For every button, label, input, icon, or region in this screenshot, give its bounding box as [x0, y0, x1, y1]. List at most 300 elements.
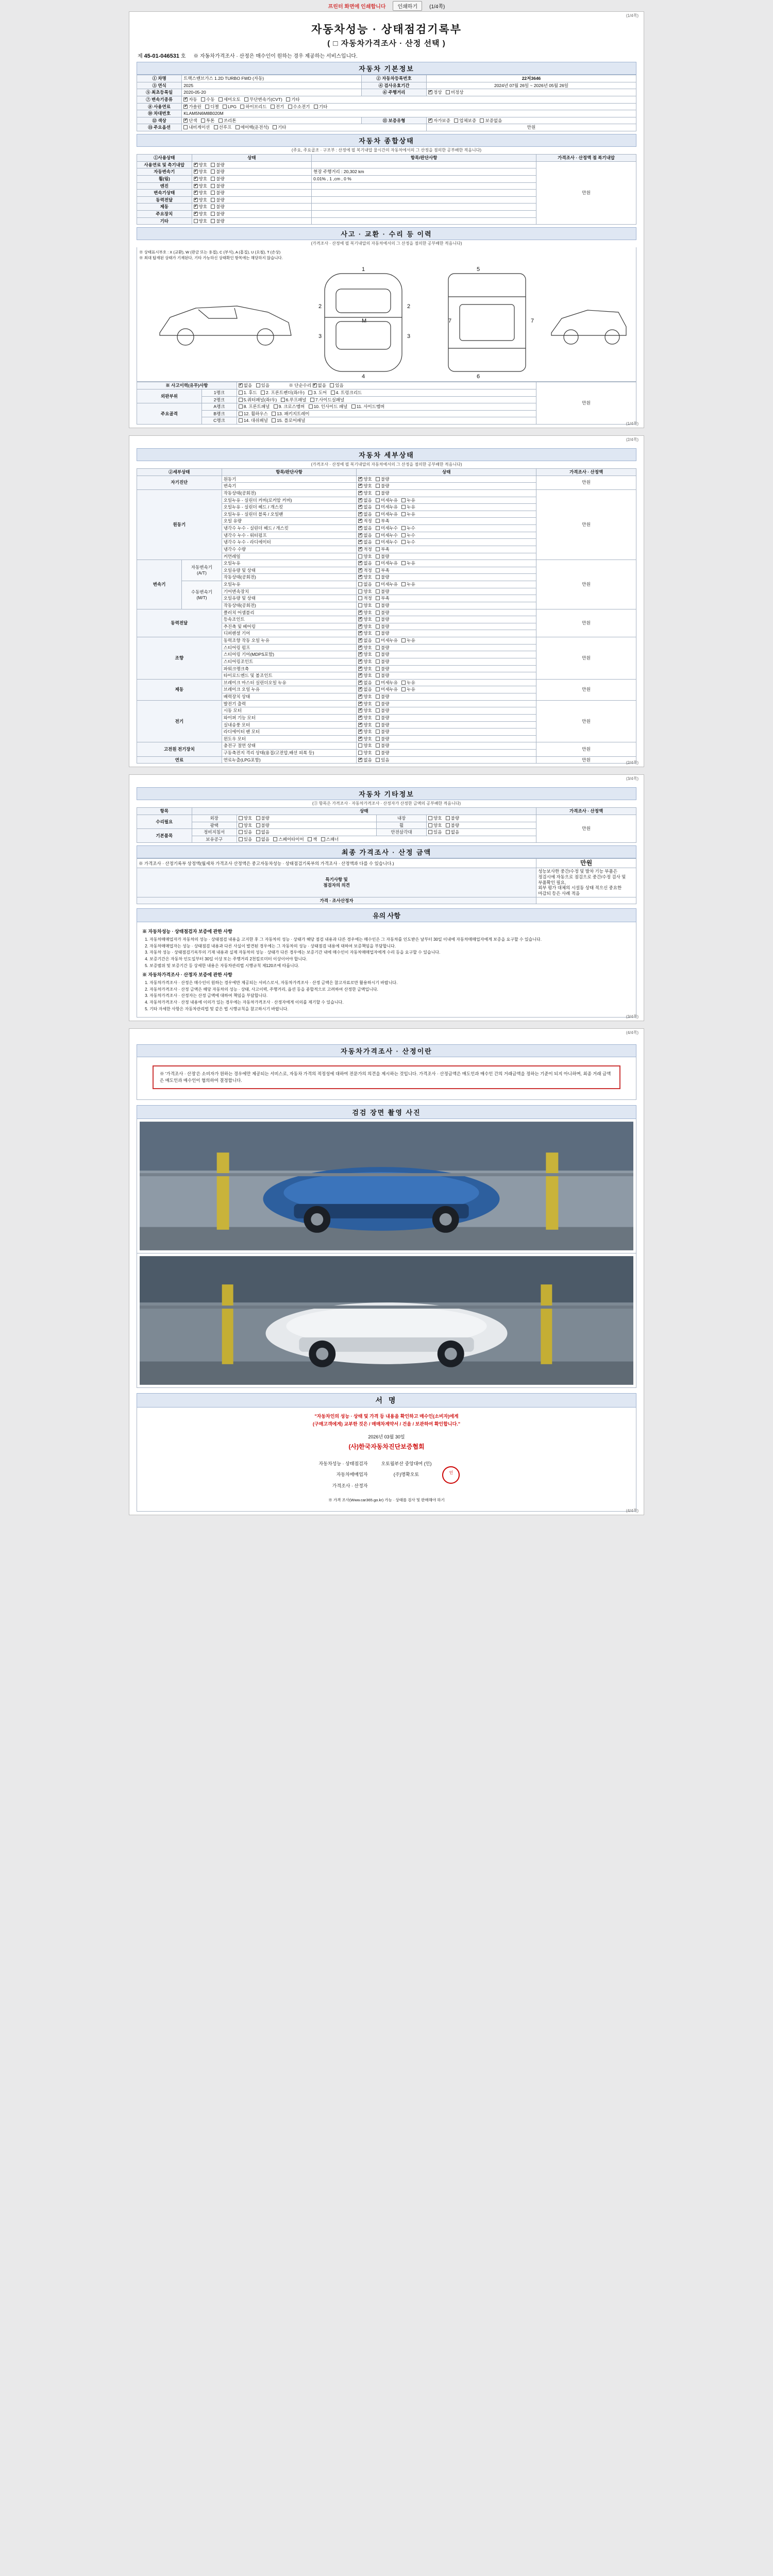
d-6-5-good[interactable]: ✔ 양호 — [358, 736, 372, 742]
etc-col-cat: 항목 — [137, 808, 192, 815]
d-4-2-bad[interactable]: 불량 — [376, 652, 389, 657]
d-0-1-good[interactable]: ✔ 양호 — [358, 483, 372, 489]
mileage-option-normal[interactable]: ✔ 정상 — [428, 90, 442, 95]
d-1-4-ok[interactable]: ✔ 적정 — [358, 518, 372, 524]
label-transmission: ⑦ 변속기종류 — [137, 96, 182, 103]
d-4-3-good[interactable]: ✔ 양호 — [358, 659, 372, 665]
d-3-3-bad[interactable]: 불량 — [376, 631, 389, 636]
d-7-0-bad[interactable]: 불량 — [376, 743, 389, 749]
row-detail-7 — [312, 211, 536, 218]
color-option-1[interactable]: 투톤 — [201, 118, 214, 124]
option-item-2[interactable]: 에어백(운전석) — [236, 125, 269, 130]
frame-label: 주요골격 — [137, 403, 202, 425]
d-3-2-good[interactable]: ✔ 양호 — [358, 624, 372, 630]
d-1-8-low[interactable]: 부족 — [376, 547, 389, 552]
document-pages — [0, 11, 773, 1526]
accident-history-label: ※ 사고이력(유무)사항 — [137, 382, 237, 389]
d-5-1-none[interactable]: ✔ 없음 — [358, 687, 372, 692]
panel-item-2[interactable]: 3. 도어 — [308, 390, 327, 396]
etc-table — [137, 807, 636, 843]
d-6-2-good[interactable]: ✔ 양호 — [358, 715, 372, 721]
d-1-2-none[interactable]: ✔ 없음 — [358, 504, 372, 510]
overall-2-bad[interactable]: 불량 — [211, 176, 224, 182]
fuel-option-6[interactable]: 기타 — [314, 104, 327, 110]
d-7-1-state — [357, 750, 536, 757]
label-first-reg: ⑤ 최초등록일 — [137, 89, 182, 96]
d-3-1-state — [357, 616, 536, 623]
overall-0-good[interactable]: ✔ 양호 — [194, 162, 207, 168]
d-1-3-fine[interactable]: 미세누유 — [376, 512, 398, 517]
page-4 — [129, 1028, 644, 1515]
overall-6-bad[interactable]: 불량 — [211, 204, 224, 210]
d-2-6-good[interactable]: 양호 — [358, 603, 372, 608]
col-detail-item: 항목/판단사항 — [222, 469, 357, 476]
d-4-5-item: 타이로드엔드 및 볼조인트 — [222, 672, 357, 680]
d-1-2-leak[interactable]: 누유 — [401, 504, 415, 510]
overall-7-bad[interactable]: 불량 — [211, 211, 224, 217]
rank-1-items — [237, 389, 536, 396]
d-4-1-state — [357, 644, 536, 651]
table-row — [137, 89, 636, 96]
d-4-1-good[interactable]: ✔ 양호 — [358, 645, 372, 651]
fuel-option-0[interactable]: ✔ 가솔린 — [183, 104, 201, 110]
d-2-0-state — [357, 560, 536, 567]
overall-1-bad[interactable]: 불량 — [211, 169, 224, 175]
panel-item-1[interactable]: 2. 프론트펜더(좌/우) — [261, 390, 305, 396]
accident-exist[interactable]: 있음 — [256, 383, 270, 388]
d-6-4-bad[interactable]: 불량 — [376, 729, 389, 735]
table-row — [137, 756, 636, 764]
d-0-1-bad[interactable]: 불량 — [376, 483, 389, 489]
etc-gl-good[interactable]: 양호 — [239, 823, 252, 828]
group-high-voltage: 고전원 전기장치 — [137, 742, 222, 756]
etc-tools-label: 보유공구 — [192, 836, 237, 843]
d-5-2-good[interactable]: ✔ 양호 — [358, 694, 372, 700]
table-row — [137, 637, 636, 645]
option-item-3[interactable]: 기타 — [273, 125, 286, 130]
etc-sp-yes[interactable]: 있음 — [428, 829, 442, 835]
color-option-2[interactable]: 쓰리톤 — [219, 118, 237, 124]
d-1-5-item: 냉각수 누수 - 실린더 헤드 / 개스킷 — [222, 525, 357, 532]
d-6-2-bad[interactable]: 불량 — [376, 715, 389, 721]
d-7-0-good[interactable]: 양호 — [358, 743, 372, 749]
d-5-0-leak[interactable]: 누유 — [401, 680, 415, 686]
label-reg-no: ② 자동차등록번호 — [362, 75, 427, 82]
table-row — [137, 117, 636, 124]
d-0-0-good[interactable]: ✔ 양호 — [358, 477, 372, 482]
d-1-1-fine[interactable]: 미세누유 — [376, 498, 398, 503]
frame-item-0[interactable]: 8. 프론트패널 — [239, 404, 270, 410]
table-row — [137, 609, 636, 616]
d-4-2-good[interactable]: ✔ 양호 — [358, 652, 372, 657]
accident-bullet-0: ※ 상태표시부호 : X (교환), W (판금 또는 용접), C (부식), A (흠집), U (요철), T (손상) — [139, 250, 281, 255]
mileage-option-abnormal[interactable]: 비정상 — [446, 90, 464, 95]
rank-c: C랭크 — [201, 417, 237, 425]
d-2-5-low[interactable]: 부족 — [376, 596, 389, 601]
d-4-5-bad[interactable]: 불량 — [376, 673, 389, 679]
table-row — [137, 75, 636, 82]
d-6-1-state — [357, 707, 536, 715]
d-8-0-state — [357, 756, 536, 764]
d-4-2-state — [357, 651, 536, 658]
etc-tool-spare[interactable]: 스페어타이어 — [273, 837, 304, 842]
d-5-1-state — [357, 686, 536, 693]
accident-history-table — [137, 382, 636, 425]
d-2-5-ok[interactable]: 적정 — [358, 596, 372, 601]
signature-notice-line-0: "자동차인의 성능 · 상태 및 가격 등 내용을 확인하고 매수인(소비자)에게 — [314, 1413, 459, 1419]
etc-tool-yes[interactable]: 있음 — [239, 837, 252, 842]
transmission-option-3[interactable]: 무단변속기(CVT) — [244, 97, 282, 103]
transmission-option-2[interactable]: 세미오토 — [219, 97, 241, 103]
etc-ext-good[interactable]: 양호 — [239, 816, 252, 821]
d-1-0-bad[interactable]: 불량 — [376, 490, 389, 496]
label-vin: ⑩ 차대번호 — [137, 110, 182, 117]
top-toolbar — [0, 0, 773, 11]
notice-heading-0: ※ 자동차성능 · 상태점검자 보증에 관한 사항 — [142, 929, 232, 935]
d-1-1-leak[interactable]: 누유 — [401, 498, 415, 503]
d-2-0-fine[interactable]: 미세누유 — [376, 561, 398, 566]
d-1-6-state — [357, 532, 536, 539]
d-8-0-none[interactable]: ✔ 없음 — [358, 757, 372, 763]
row-state-1 — [192, 168, 312, 176]
d-6-0-bad[interactable]: 불량 — [376, 701, 389, 707]
overall-0-bad[interactable]: 불량 — [211, 162, 224, 168]
car-damage-diagram — [139, 261, 634, 379]
notice-item: 4. 자동차가격조사 · 산정 내용에 이의가 있는 경우에는 자동차가격조사 · 산정자에게 이의를 제기할 수 있습니다. — [149, 999, 631, 1006]
panel-item-3[interactable]: 4. 트렁크리드 — [331, 390, 362, 396]
d-4-4-good[interactable]: ✔ 양호 — [358, 666, 372, 672]
fuel-option-4[interactable]: 전기 — [271, 104, 284, 110]
row-state-5 — [192, 196, 312, 204]
overall-8-good[interactable]: 양호 — [194, 218, 207, 224]
d-3-0-bad[interactable]: 불량 — [376, 610, 389, 616]
d-2-2-bad[interactable]: 불량 — [376, 574, 389, 580]
d-5-2-state — [357, 693, 536, 701]
d-2-1-low[interactable]: 부족 — [376, 568, 389, 573]
etc-interior-label: 내장 — [377, 815, 427, 822]
etc-band: 자동차 기타정보 — [137, 787, 636, 800]
d-6-1-bad[interactable]: 불량 — [376, 708, 389, 714]
d-1-3-none[interactable]: ✔ 없음 — [358, 512, 372, 517]
page-1-number: (1/4쪽) — [626, 421, 638, 426]
row-label-1: 자동변속기 — [137, 168, 192, 176]
sig-label-2: 가격조사 · 산정자 — [332, 1483, 368, 1488]
label-warranty: ⑪ 보증유형 — [362, 117, 427, 124]
d-7-1-bad[interactable]: 불량 — [376, 750, 389, 756]
overall-5-bad[interactable]: 불량 — [211, 197, 224, 203]
label-color: ⑫ 색상 — [137, 117, 182, 124]
d-2-0-leak[interactable]: 누유 — [401, 561, 415, 566]
d-1-8-ok[interactable]: ✔ 적정 — [358, 547, 372, 552]
d-2-0-none[interactable]: ✔ 없음 — [358, 561, 372, 566]
print-warning: 프린터 화면에 인쇄합니다 — [328, 4, 386, 10]
group-electric: 전기 — [137, 700, 222, 742]
assessor-label: 가격 · 조사산정자 — [137, 897, 536, 904]
option-item-1[interactable]: 선루프 — [214, 125, 232, 130]
d-2-4-state — [357, 588, 536, 595]
d-2-4-bad[interactable]: 불량 — [376, 589, 389, 595]
frame-item-1[interactable]: 9. 크로스멤버 — [274, 404, 305, 410]
label-inspect-period: ④ 검사유효기간 — [362, 82, 427, 89]
etc-tool-no[interactable]: 없음 — [256, 837, 270, 842]
etc-gl-bad[interactable]: 불량 — [256, 823, 270, 828]
etc-man-yes[interactable]: 있음 — [239, 829, 252, 835]
d-6-0-good[interactable]: ✔ 양호 — [358, 701, 372, 707]
repair-none[interactable]: ✔ 없음 — [313, 383, 326, 388]
d-3-0-state — [357, 609, 536, 616]
d-6-5-bad[interactable]: 불량 — [376, 736, 389, 742]
d-2-3-none[interactable]: 없음 — [358, 582, 372, 587]
page-3 — [129, 774, 644, 1021]
overall-7-good[interactable]: ✔ 양호 — [194, 211, 207, 217]
price-electric: 만원 — [536, 700, 636, 742]
d-4-0-leak[interactable]: 누유 — [401, 638, 415, 643]
page-2-number: (2/4쪽) — [626, 760, 638, 766]
d-0-0-bad[interactable]: 불량 — [376, 477, 389, 482]
notice-item: 2. 자동차가격조사 · 산정 금액은 해당 자동차의 성능 · 상태, 사고이력, 주행거리, 옵션 등을 종합적으로 고려하여 산정한 금액입니다. — [149, 987, 631, 993]
price-band: 최종 가격조사 · 산정 금액 — [137, 845, 636, 858]
panel-item-0[interactable]: 1. 후드 — [239, 390, 257, 396]
warranty-option-0[interactable]: ✔ 자가보증 — [428, 118, 450, 124]
frame-item-5[interactable]: 13. 패키지트레이 — [272, 411, 309, 417]
overall-2-good[interactable]: ✔ 양호 — [194, 176, 207, 182]
d-1-5-fine[interactable]: 미세누수 — [376, 526, 398, 531]
d-2-6-bad[interactable]: 불량 — [376, 603, 389, 608]
row-label-8: 기타 — [137, 217, 192, 225]
d-6-3-bad[interactable]: 불량 — [376, 722, 389, 728]
fuel-option-1[interactable]: 디젤 — [205, 104, 219, 110]
d-1-7-item: 냉각수 누수 - 라디에이터 — [222, 539, 357, 546]
d-1-6-fine[interactable]: 미세누수 — [376, 533, 398, 538]
etc-wheel-label: 휠 — [377, 822, 427, 829]
document-number: 45-01-046531 — [144, 53, 179, 59]
d-4-5-good[interactable]: ✔ 양호 — [358, 673, 372, 679]
notice-item: 5. 보증범위 및 보증기간 등 상세한 내용은 자동차관리법 시행규칙 제120조에 따릅니다. — [149, 963, 631, 969]
d-5-2-bad[interactable]: 불량 — [376, 694, 389, 700]
group-fuel: 연료 — [137, 756, 222, 764]
d-1-4-low[interactable]: 부족 — [376, 518, 389, 524]
d-1-1-state — [357, 497, 536, 504]
d-4-4-bad[interactable]: 불량 — [376, 666, 389, 672]
rank-2: 2랭크 — [201, 396, 237, 403]
d-6-3-good[interactable]: ✔ 양호 — [358, 722, 372, 728]
page-1-number-top: (1/4쪽) — [626, 13, 638, 18]
color-options — [182, 117, 362, 124]
detail-table — [137, 468, 636, 764]
d-6-5-item: 윈도우 모터 — [222, 735, 357, 742]
price-brake: 만원 — [536, 679, 636, 700]
d-4-0-none[interactable]: ✔ 없음 — [358, 638, 372, 643]
rank-a: A랭크 — [201, 403, 237, 411]
print-button[interactable]: 인쇄하기 — [393, 1, 422, 11]
frame-item-4[interactable]: 12. 휠하우스 — [239, 411, 268, 417]
state-engine-diag — [357, 476, 536, 483]
d-7-1-good[interactable]: 양호 — [358, 750, 372, 756]
etc-int-good[interactable]: 양호 — [428, 816, 442, 821]
d-4-0-fine[interactable]: 미세누유 — [376, 638, 398, 643]
frame-item-2[interactable]: 10. 인사이드 패널 — [309, 404, 348, 410]
warranty-options — [427, 117, 636, 124]
d-2-3-leak[interactable]: 누유 — [401, 582, 415, 587]
transmission-option-0[interactable]: ✔ 자동 — [183, 97, 197, 103]
d-4-3-bad[interactable]: 불량 — [376, 659, 389, 665]
d-5-1-leak[interactable]: 누유 — [401, 687, 415, 692]
d-6-4-good[interactable]: ✔ 양호 — [358, 729, 372, 735]
overall-4-bad[interactable]: 불량 — [211, 190, 224, 196]
d-3-2-bad[interactable]: 불량 — [376, 624, 389, 630]
d-1-5-leak[interactable]: 누수 — [401, 526, 415, 531]
etc-wh-bad[interactable]: 불량 — [446, 823, 459, 828]
etc-exterior-label: 외장 — [192, 815, 237, 822]
d-1-7-fine[interactable]: 미세누수 — [376, 539, 398, 545]
d-1-9-bad[interactable]: 불량 — [376, 554, 389, 560]
frame-item-7[interactable]: 15. 플로어패널 — [272, 418, 305, 423]
etc-tool-spanner[interactable]: 스패너 — [321, 837, 339, 842]
photo-band: 검검 장면 촬영 사진 — [137, 1105, 636, 1119]
d-7-0-item: 충전구 절연 상태 — [222, 742, 357, 750]
d-1-1-item: 오일누유 - 실린더 커버(로커암 커버) — [222, 497, 357, 504]
etc-int-bad[interactable]: 불량 — [446, 816, 459, 821]
col-state: 상태 — [192, 155, 312, 162]
d-2-2-state — [357, 574, 536, 581]
d-1-0-good[interactable]: ✔ 양호 — [358, 490, 372, 496]
etc-wheel-state — [426, 822, 536, 829]
d-5-0-none[interactable]: ✔ 없음 — [358, 680, 372, 686]
notice-title: 유의 사항 — [137, 908, 636, 922]
label-options: ⑬ 주요옵션 — [137, 124, 182, 131]
page-title: 자동차성능 · 상태점검기록부 — [311, 24, 462, 36]
d-4-1-bad[interactable]: 불량 — [376, 645, 389, 651]
d-5-0-fine[interactable]: 미세누유 — [376, 680, 398, 686]
d-2-3-fine[interactable]: 미세누유 — [376, 582, 398, 587]
panel-item-6[interactable]: 7.사이드실패널 — [310, 397, 344, 403]
d-3-0-good[interactable]: ✔ 양호 — [358, 610, 372, 616]
etc-sp-no[interactable]: 없음 — [446, 829, 459, 835]
d-5-2-item: 배력장치 상태 — [222, 693, 357, 701]
overall-5-good[interactable]: ✔ 양호 — [194, 197, 207, 203]
overall-1-good[interactable]: ✔ 양호 — [194, 169, 207, 175]
transmission-option-4[interactable]: 기타 — [286, 97, 299, 103]
d-2-2-good[interactable]: ✔ 양호 — [358, 574, 372, 580]
etc-price-cell: 만원 — [536, 815, 636, 843]
d-6-2-item: 와이퍼 기능 모터 — [222, 714, 357, 721]
d-2-1-ok[interactable]: ✔ 적정 — [358, 568, 372, 573]
d-5-1-fine[interactable]: 미세누유 — [376, 687, 398, 692]
accident-none[interactable]: ✔ 없음 — [239, 383, 252, 388]
warranty-option-1[interactable]: 업체보증 — [454, 118, 476, 124]
price-self-diagnosis: 만원 — [536, 476, 636, 489]
frame-item-3[interactable]: 11. 사이드멤버 — [351, 404, 385, 410]
svg-text:M: M — [362, 318, 367, 325]
fuel-option-3[interactable]: 하이브리드 — [240, 104, 266, 110]
d-1-3-leak[interactable]: 누유 — [401, 512, 415, 517]
etc-man-no[interactable]: 없음 — [256, 829, 270, 835]
document-number-label: 제 — [138, 54, 143, 59]
d-3-1-good[interactable]: ✔ 양호 — [358, 617, 372, 622]
etc-note: (③ 항목은 가격조사 · 자동차가격조사 · 산정자가 산정한 금액의 공부배한 적음니다) — [312, 801, 461, 806]
group-transmission: 변속기 — [137, 560, 182, 609]
d-1-4-state — [357, 518, 536, 525]
d-2-4-good[interactable]: 양호 — [358, 589, 372, 595]
row-label-4: 변속기상태 — [137, 190, 192, 197]
d-1-8-state — [357, 546, 536, 553]
d-1-9-state — [357, 553, 536, 560]
option-extra: 만원 — [427, 124, 636, 131]
notice-item: 1. 자동차가격조사 · 산정은 매수인이 원하는 경우에만 제공되는 서비스로서, 자동차가격조사 · 산정 금액은 참고자료로만 활용하시기 바랍니다. — [149, 980, 631, 986]
assessor-value — [536, 897, 636, 904]
value-vin: KLAM5N6M8B020M — [182, 110, 636, 117]
d-8-0-exist[interactable]: 있음 — [376, 757, 389, 763]
option-item-0[interactable]: 내비게이션 — [183, 125, 210, 130]
etc-tools-state — [237, 836, 536, 843]
overall-3-bad[interactable]: 불량 — [211, 183, 224, 189]
d-2-4-item: 기어변속장치 — [222, 588, 357, 595]
d-3-3-good[interactable]: ✔ 양호 — [358, 631, 372, 636]
panel-item-4[interactable]: 5.쿼터패널(좌/우) — [239, 397, 277, 403]
overall-6-good[interactable]: ✔ 양호 — [194, 204, 207, 210]
overall-3-good[interactable]: ✔ 양호 — [194, 183, 207, 189]
d-2-1-item: 오일유량 및 상태 — [222, 567, 357, 574]
panel-item-5[interactable]: 6.루프패널 — [281, 397, 307, 403]
notice-list-0 — [149, 937, 631, 969]
page-3-number-top: (3/4쪽) — [626, 776, 638, 782]
document-number-suffix: 호 — [180, 54, 186, 59]
color-option-0[interactable]: ✔ 단색 — [183, 118, 197, 124]
overall-table — [137, 154, 636, 225]
d-1-2-fine[interactable]: 미세누유 — [376, 504, 398, 510]
table-row — [137, 382, 636, 389]
d-1-0-item: 작동상태(공회전) — [222, 489, 357, 497]
warranty-option-2[interactable]: 보증없음 — [480, 118, 502, 124]
d-4-4-state — [357, 665, 536, 672]
d-6-0-state — [357, 700, 536, 707]
overall-8-bad[interactable]: 불량 — [211, 218, 224, 224]
accident-price-cell: 만원 — [536, 382, 636, 425]
d-3-1-bad[interactable]: 불량 — [376, 617, 389, 622]
etc-tool-jack[interactable]: 잭 — [308, 837, 317, 842]
etc-ext-bad[interactable]: 불량 — [256, 816, 270, 821]
fuel-option-2[interactable]: LPG — [223, 104, 237, 110]
fuel-option-5[interactable]: 수소전기 — [288, 104, 310, 110]
repair-exist[interactable]: 있음 — [330, 383, 343, 388]
group-engine: 원동기 — [137, 489, 222, 560]
page-subtitle: ( □ 자동차가격조사 · 산정 선택 ) — [327, 39, 446, 48]
table-row — [137, 700, 636, 707]
d-3-2-item: 추진축 및 베어링 — [222, 623, 357, 630]
svg-text:6: 6 — [477, 374, 480, 380]
price-note: ※ 가격조사 · 산정기록부 상정액(월세차 가격조사 산정액은 중고자동차성능 · 상태점검기록부의 가격조사 · 산정액과 다를 수 있습니다.) — [137, 859, 536, 868]
transmission-option-1[interactable]: 수동 — [201, 97, 214, 103]
d-1-6-leak[interactable]: 누수 — [401, 533, 415, 538]
table-row — [137, 103, 636, 110]
page-3-number: (3/4쪽) — [626, 1014, 638, 1020]
d-1-5-none[interactable]: ✔ 없음 — [358, 526, 372, 531]
row-label-6: 제동 — [137, 204, 192, 211]
etc-wh-good[interactable]: 양호 — [428, 823, 442, 828]
d-1-7-leak[interactable]: 누수 — [401, 539, 415, 545]
d-1-7-none[interactable]: ✔ 없음 — [358, 539, 372, 545]
d-1-6-none[interactable]: ✔ 없음 — [358, 533, 372, 538]
row-detail-1: 현장 주행거리 : 20,302 km — [312, 168, 536, 176]
price-fuel: 만원 — [536, 756, 636, 764]
d-1-1-none[interactable]: ✔ 없음 — [358, 498, 372, 503]
svg-text:5: 5 — [477, 266, 480, 273]
overall-4-good[interactable]: ✔ 양호 — [194, 190, 207, 196]
frame-item-6[interactable]: 14. 대쉬패널 — [239, 418, 268, 423]
d-4-5-state — [357, 672, 536, 680]
d-1-9-good[interactable]: 양호 — [358, 554, 372, 560]
d-6-1-good[interactable]: ✔ 양호 — [358, 708, 372, 714]
